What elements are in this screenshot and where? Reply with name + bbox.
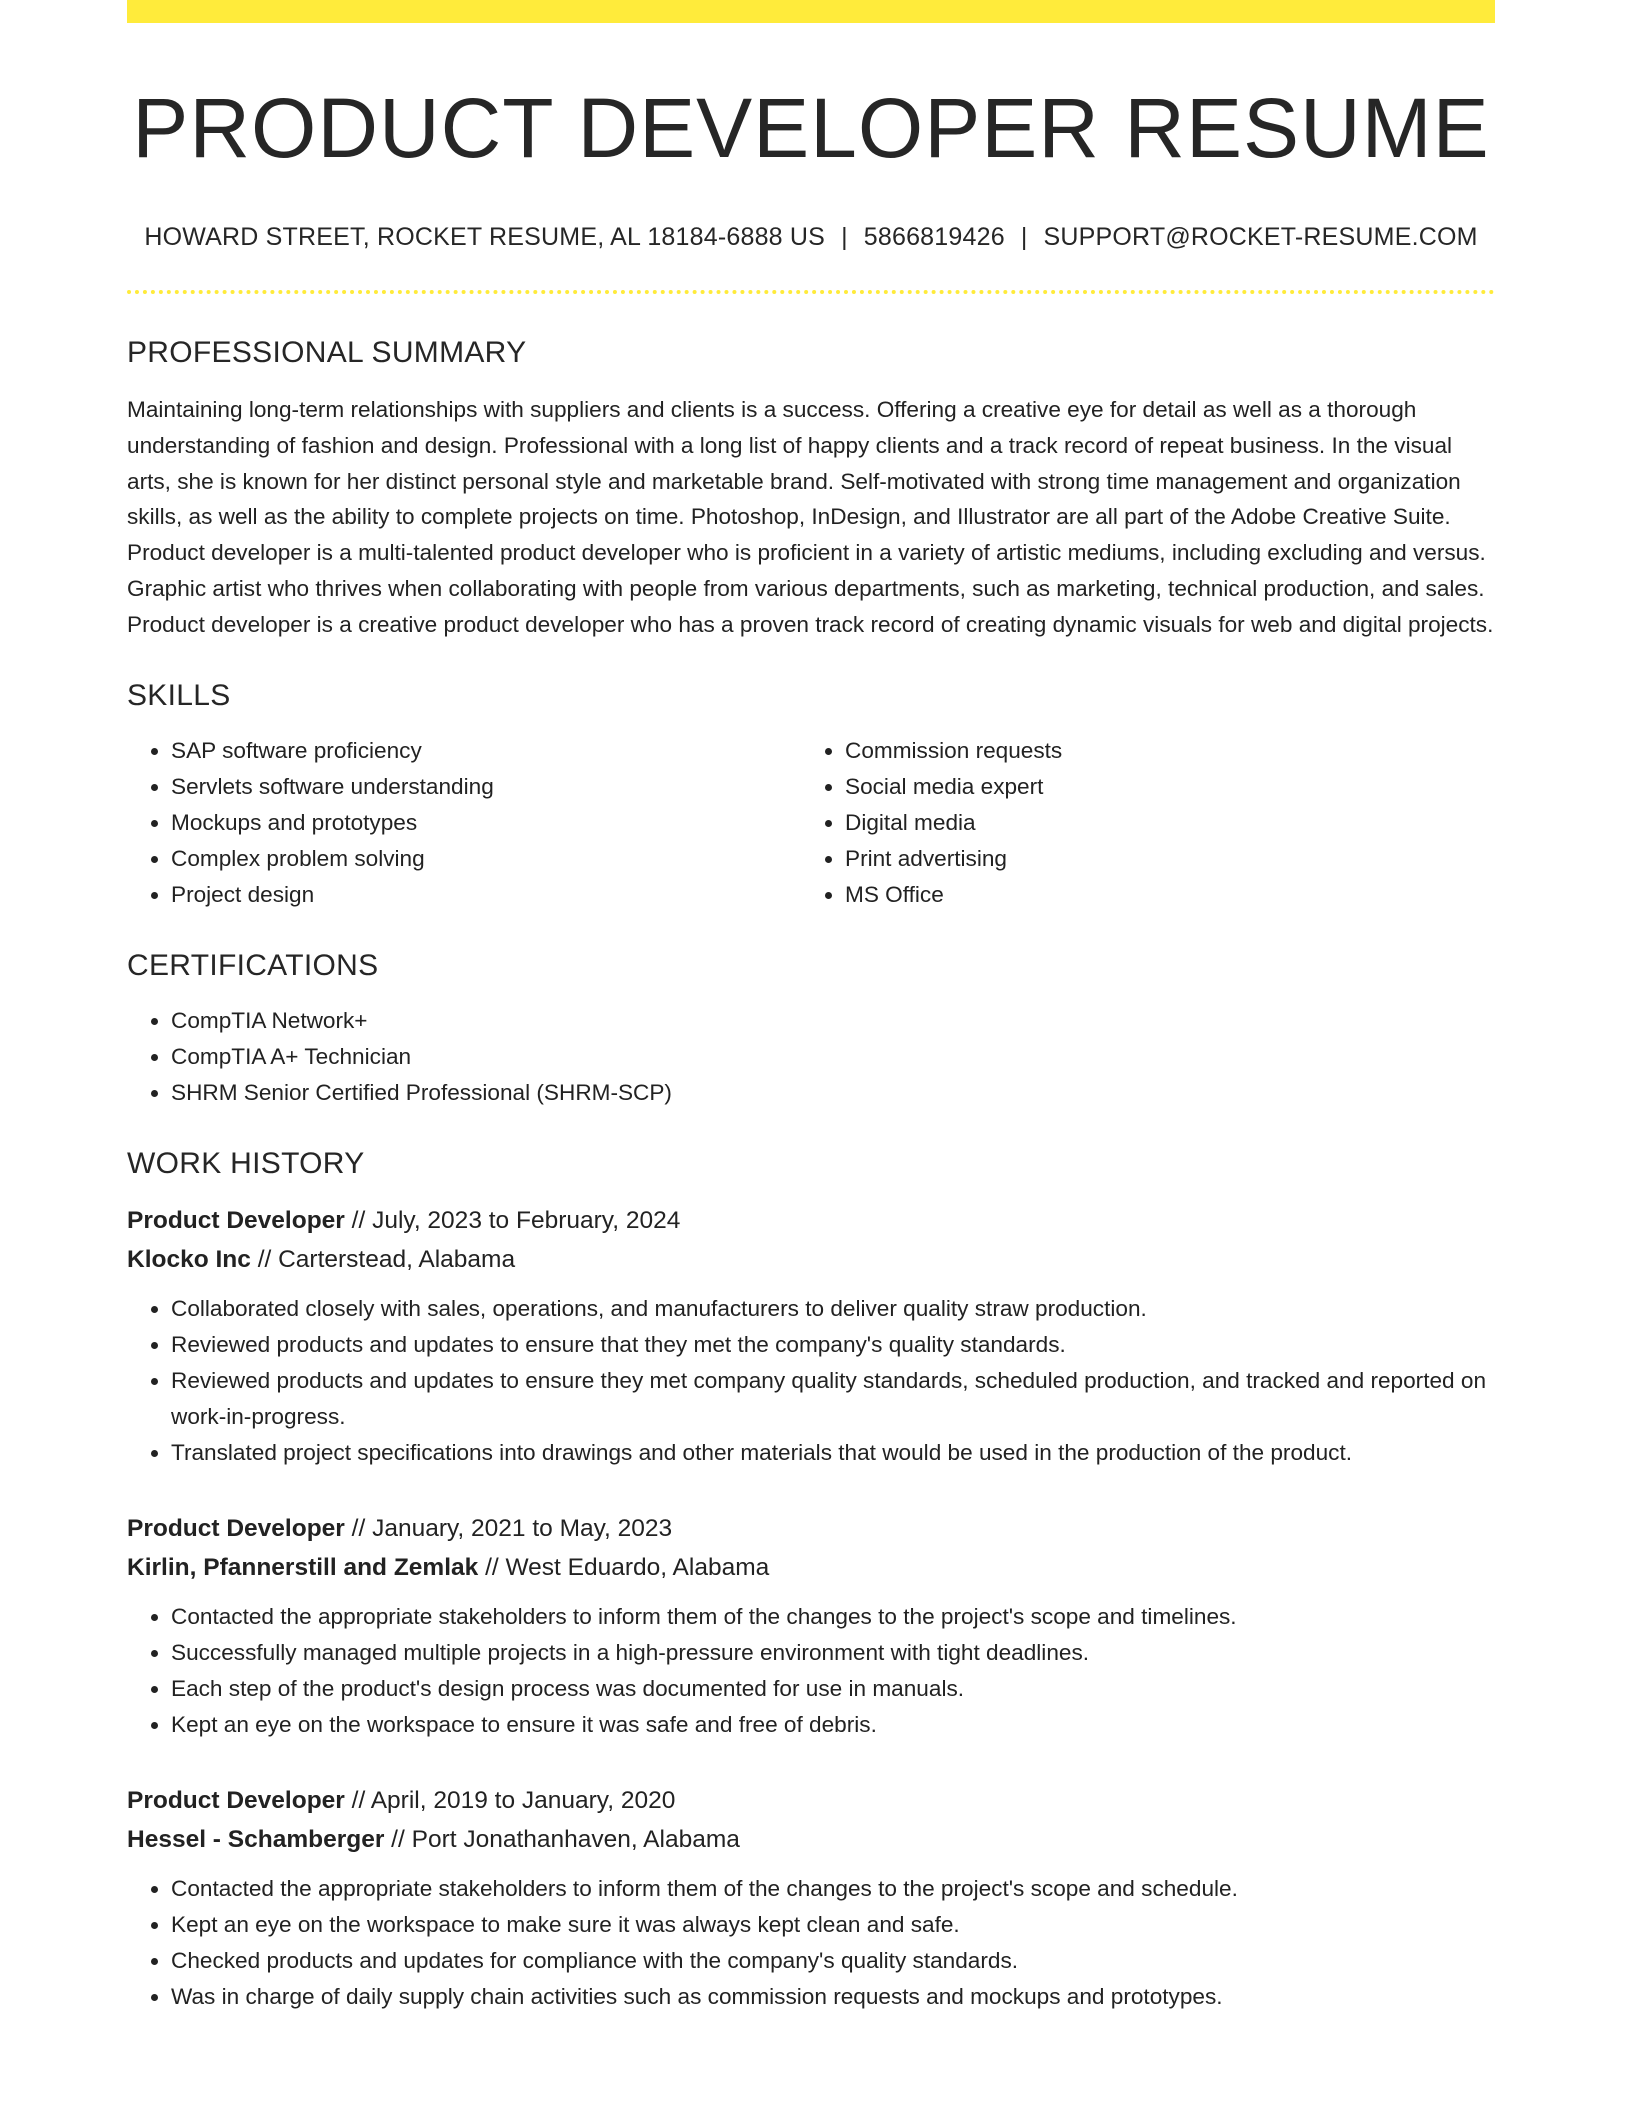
contact-separator: | [1020, 223, 1028, 252]
job-dates: // January, 2021 to May, 2023 [344, 1514, 673, 1542]
job-bullet: • Contacted the appropriate stakeholders to inform them of the changes to the project's scope and schedule. [171, 1871, 1495, 1907]
skills-column-left [127, 733, 801, 913]
job-bullet: • Checked products and updates for compliance with the company's quality standards. [171, 1943, 1495, 1979]
job-company-line [127, 1820, 1495, 1859]
job-bullet: • Each step of the product's design process was documented for use in manuals. [171, 1671, 1495, 1707]
skill-item: • MS Office [845, 877, 1475, 913]
job-location: // West Eduardo, Alabama [478, 1553, 770, 1581]
skills-heading: SKILLS [127, 678, 231, 712]
summary-heading: PROFESSIONAL SUMMARY [127, 336, 527, 370]
contact-line [127, 223, 1495, 252]
job-dates: // April, 2019 to January, 2020 [344, 1786, 676, 1814]
certification-item: • CompTIA Network+ [171, 1003, 1495, 1039]
skill-item: • Commission requests [845, 733, 1475, 769]
job-company: Kirlin, Pfannerstill and Zemlak [127, 1553, 479, 1581]
job-location: // Carterstead, Alabama [250, 1245, 516, 1273]
job-bullet: • Kept an eye on the workspace to ensure it was safe and free of debris. [171, 1707, 1495, 1743]
job-bullet: • Was in charge of daily supply chain activities such as commission requests and mockups and prototypes. [171, 1979, 1495, 2015]
job-bullet: • Reviewed products and updates to ensure that they met the company's quality standards. [171, 1327, 1495, 1363]
contact-phone: 5866819426 [863, 223, 1005, 252]
skill-item: • Social media expert [845, 769, 1475, 805]
job-company: Hessel - Schamberger [127, 1825, 385, 1853]
skill-item: • Project design [171, 877, 801, 913]
certification-item: • SHRM Senior Certified Professional (SHRM-SCP) [171, 1075, 1495, 1111]
skill-item: • Complex problem solving [171, 841, 801, 877]
skill-item: • Digital media [845, 805, 1475, 841]
skills-grid [127, 733, 1495, 913]
job-entry [127, 1509, 1495, 1743]
job-entry [127, 1781, 1495, 2015]
job-role: Product Developer [127, 1206, 345, 1234]
skills-column-right [801, 733, 1475, 913]
summary-text: Maintaining long-term relationships with suppliers and clients is a success. Offering a creative eye for detail as well as a thorough understanding of fashion and design. Professional with a long list of happy clients and a track record of repeat business. In the visual arts, she is known for her distinct personal style and marketable brand. Self-motivated with strong time management and organization skills, as well as the ability to complete projects on time. Photoshop, InDesign, and Illustrator are all part of the Adobe Creative Suite. Product developer is a multi-talented product developer who is proficient in a variety of artistic mediums, including excluding and versus. Graphic artist who thrives when collaborating with people from various departments, such as marketing, technical production, and sales. Product developer is a creative product developer who has a proven track record of creating dynamic visuals for web and digital projects. [127, 397, 1494, 637]
job-bullet: • Collaborated closely with sales, operations, and manufacturers to deliver quality straw production. [171, 1291, 1495, 1327]
job-location: // Port Jonathanhaven, Alabama [384, 1825, 740, 1853]
job-role-line [127, 1509, 1495, 1548]
top-accent-bar [127, 0, 1495, 23]
job-role: Product Developer [127, 1786, 345, 1814]
job-bullet: • Contacted the appropriate stakeholders to inform them of the changes to the project's scope and timelines. [171, 1599, 1495, 1635]
job-role: Product Developer [127, 1514, 345, 1542]
skills-list-right [801, 733, 1475, 913]
skill-item: • Servlets software understanding [171, 769, 801, 805]
dotted-divider [127, 290, 1495, 294]
skill-item: • Print advertising [845, 841, 1475, 877]
job-bullet: • Kept an eye on the workspace to make sure it was always kept clean and safe. [171, 1907, 1495, 1943]
job-bullet: • Reviewed products and updates to ensure they met company quality standards, scheduled production, and tracked and reported on work-in-progress. [171, 1363, 1495, 1435]
contact-address: HOWARD STREET, ROCKET RESUME, AL 18184-6888 US [144, 223, 826, 252]
certification-item: • CompTIA A+ Technician [171, 1039, 1495, 1075]
certifications-list [127, 1003, 1495, 1111]
contact-email[interactable]: SUPPORT@ROCKET-RESUME.COM [1043, 223, 1478, 252]
skill-item: • Mockups and prototypes [171, 805, 801, 841]
job-entry [127, 1201, 1495, 1471]
job-role-line [127, 1201, 1495, 1240]
job-role-line [127, 1781, 1495, 1820]
skill-item: • SAP software proficiency [171, 733, 801, 769]
job-bullet: • Translated project specifications into drawings and other materials that would be used in the production of the product. [171, 1435, 1495, 1471]
skills-list-left [127, 733, 801, 913]
job-bullets [127, 1599, 1495, 1743]
job-bullets [127, 1291, 1495, 1471]
work-history-heading: WORK HISTORY [127, 1146, 365, 1180]
job-company-line [127, 1240, 1495, 1279]
job-company: Klocko Inc [127, 1245, 251, 1273]
job-bullets [127, 1871, 1495, 2015]
certifications-heading: CERTIFICATIONS [127, 948, 379, 982]
job-company-line [127, 1548, 1495, 1587]
resume-page [127, 0, 1495, 2015]
job-dates: // July, 2023 to February, 2024 [344, 1206, 681, 1234]
resume-title: PRODUCT DEVELOPER RESUME [132, 81, 1490, 175]
job-bullet: • Successfully managed multiple projects in a high-pressure environment with tight deadlines. [171, 1635, 1495, 1671]
contact-separator: | [841, 223, 848, 252]
